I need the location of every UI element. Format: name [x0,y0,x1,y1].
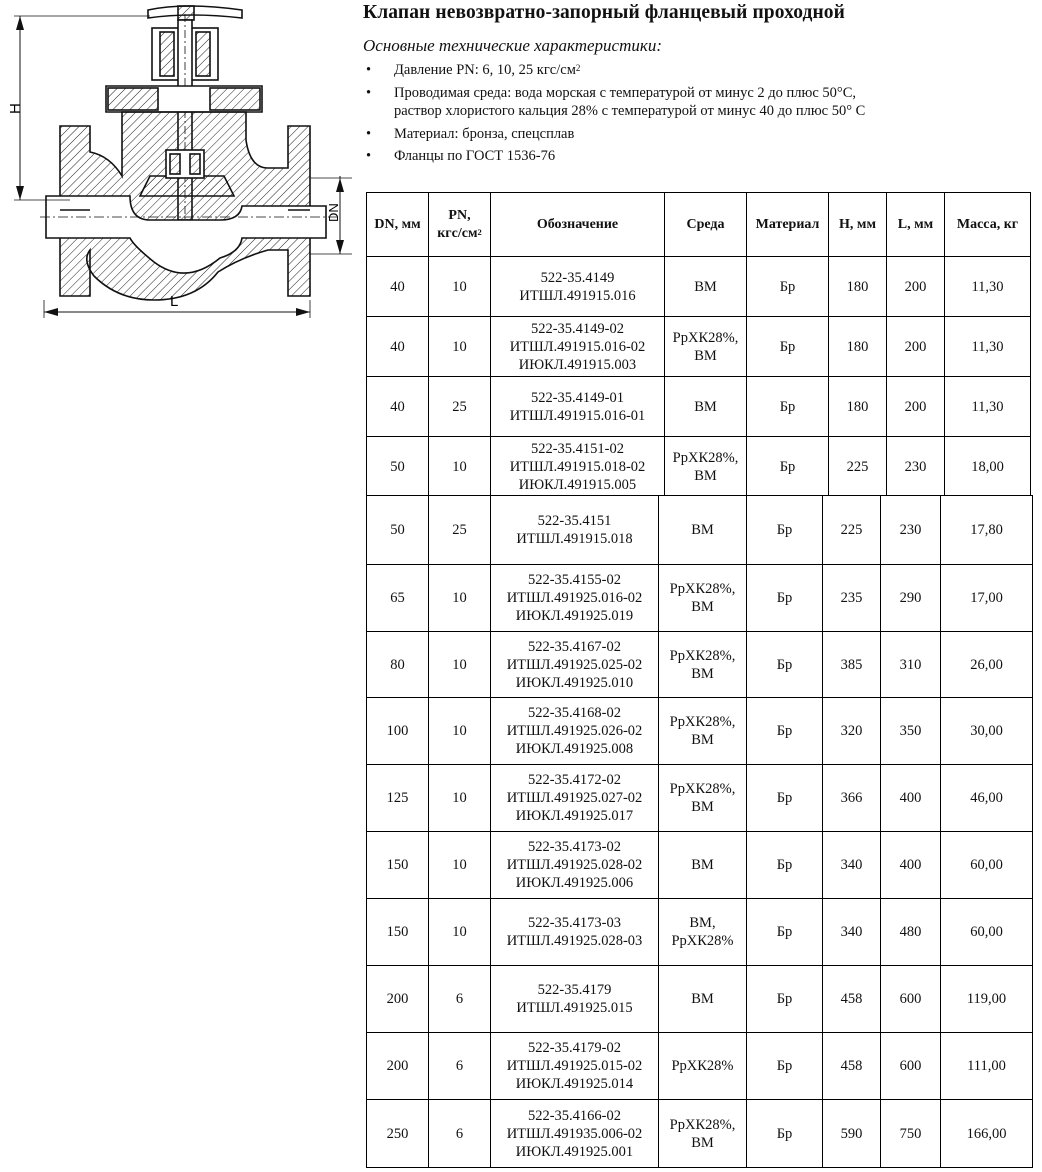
cell-medium [659,765,747,832]
cell-l: 350 [881,698,941,765]
cell-designation-line: 522-35.4151-02 [530,440,625,457]
spec-pressure-sup: 2 [575,63,581,73]
dimension-dn-label: DN [326,203,341,222]
spec-medium-line1: Проводимая среда: вода морская с температурой от минус 2 до плюс 50°С, [394,84,857,101]
cell-designation-line: ИЮКЛ.491925.006 [515,875,634,891]
table-row [367,1100,1033,1168]
cell-medium-line: ВМ [694,347,717,364]
cell-designation [491,317,665,377]
cell-pn: 6 [429,1033,491,1100]
cell-h: 225 [829,437,887,497]
spec-flanges: • Фланцы по ГОСТ 1536-76 [366,147,865,166]
table-row [367,565,1033,632]
cell-designation-line: ИТШЛ.491925.015 [516,1000,633,1016]
cell-dn: 150 [367,832,429,899]
cell-material: Бр [747,1033,823,1100]
cell-dn: 200 [367,1033,429,1100]
cell-h: 590 [823,1100,881,1168]
cell-designation [491,698,659,765]
header-mass: Масса, кг [945,193,1031,257]
cell-designation-line: ИТШЛ.491925.028-03 [506,933,643,949]
cell-designation [491,832,659,899]
specs-list [366,61,865,170]
cell-l: 600 [881,1033,941,1100]
cell-pn: 6 [429,966,491,1033]
cell-medium-line: РрХК28%, [672,329,739,346]
header-pn-line2: кгс/см [437,225,478,241]
cell-pn: 10 [429,632,491,698]
cell-medium-line: ВМ [691,599,714,615]
cell-designation-line: ИЮКЛ.491925.008 [515,741,634,757]
valve-drawing [7,0,355,325]
cell-material: Бр [747,437,829,497]
cell-medium-line: РрХК28%, [669,1116,736,1133]
cell-designation-line: ИТШЛ.491915.016-01 [509,407,646,424]
cell-h: 235 [823,565,881,632]
cell-medium [665,377,747,437]
cell-medium-line: ВМ [691,522,714,538]
cell-dn: 100 [367,698,429,765]
cell-dn: 250 [367,1100,429,1168]
cell-mass: 60,00 [941,899,1033,966]
cell-mass: 11,30 [945,317,1031,377]
cell-designation-line: 522-35.4167-02 [527,638,622,655]
spec-table-part-2 [366,495,1033,1168]
cell-pn: 10 [429,565,491,632]
spec-table-part-1 [366,192,1031,497]
cell-dn: 125 [367,765,429,832]
cell-dn: 40 [367,377,429,437]
cell-l: 400 [881,765,941,832]
header-pn [429,193,491,257]
cell-designation [491,257,665,317]
cell-designation-line: 522-35.4173-03 [527,915,622,931]
cell-medium-line: ВМ [691,732,714,748]
cell-l: 400 [881,832,941,899]
header-pn-line1: PN, [448,207,471,223]
cell-medium-line: РрХК28% [671,1058,734,1074]
table-header-row [367,193,1031,257]
cell-dn: 40 [367,317,429,377]
cell-material: Бр [747,632,823,698]
cell-l: 230 [881,496,941,565]
cell-pn: 10 [429,437,491,497]
cell-designation [491,496,659,565]
cell-mass: 60,00 [941,832,1033,899]
cell-designation [491,632,659,698]
cell-medium-line: РрХК28%, [669,647,736,664]
cell-pn: 6 [429,1100,491,1168]
cell-designation [491,765,659,832]
cell-designation [491,565,659,632]
cell-material: Бр [747,1100,823,1168]
cell-pn: 10 [429,257,491,317]
cell-mass: 11,30 [945,257,1031,317]
cell-material: Бр [747,257,829,317]
header-medium: Среда [665,193,747,257]
cell-designation-line: ИТШЛ.491925.028-02 [506,857,643,873]
spec-pressure [366,61,865,80]
cell-medium [659,832,747,899]
cell-designation-line: 522-35.4149 [540,269,615,286]
cell-medium-line: ВМ [694,467,717,484]
cell-h: 458 [823,966,881,1033]
spec-medium-line2: раствор хлористого кальция 28% с температурой от минус 40 до плюс 50° С [394,103,866,119]
cell-medium [659,496,747,565]
cell-medium-line: РрХК28%, [669,781,736,797]
cell-designation-line: 522-35.4179-02 [527,1040,622,1056]
cell-material: Бр [747,698,823,765]
cell-material: Бр [747,832,823,899]
cell-designation-line: 522-35.4149-02 [530,320,625,337]
cell-l: 750 [881,1100,941,1168]
cell-mass: 26,00 [941,632,1033,698]
cell-designation-line: ИТШЛ.491925.016-02 [506,590,643,606]
header-material: Материал [747,193,829,257]
cell-medium-line: РрХК28%, [669,581,736,597]
cell-h: 458 [823,1033,881,1100]
cell-medium-line: ВМ [691,991,714,1007]
cell-material: Бр [747,899,823,966]
cell-dn: 80 [367,632,429,698]
cell-designation-line: ИЮКЛ.491915.003 [518,356,637,373]
cell-mass: 18,00 [945,437,1031,497]
cell-dn: 50 [367,496,429,565]
cell-designation-line: 522-35.4151 [537,513,612,529]
cell-designation-line: ИТШЛ.491925.027-02 [506,790,643,806]
cell-l: 480 [881,899,941,966]
cell-designation-line: ИЮКЛ.491925.001 [515,1143,634,1160]
table-row [367,257,1031,317]
cell-designation [491,899,659,966]
dimension-l-label: L [170,293,179,310]
cell-medium-line: ВМ [691,665,714,682]
cell-designation [491,1033,659,1100]
cell-medium-line: ВМ [691,799,714,815]
cell-designation-line: 522-35.4149-01 [530,389,625,406]
cell-designation-line: 522-35.4173-02 [527,839,622,855]
cell-medium-line: ВМ, [689,915,716,931]
table-row [367,765,1033,832]
cell-designation-line: 522-35.4179 [537,982,612,998]
cell-pn: 10 [429,765,491,832]
cell-designation-line: ИЮКЛ.491915.005 [518,476,637,493]
cell-l: 230 [887,437,945,497]
table-row [367,377,1031,437]
cell-designation [491,1100,659,1168]
cell-medium [659,565,747,632]
cell-medium [659,966,747,1033]
cell-dn: 200 [367,966,429,1033]
cell-medium [659,698,747,765]
header-h: H, мм [829,193,887,257]
cell-designation [491,966,659,1033]
cell-material: Бр [747,966,823,1033]
cell-medium-line: РрХК28% [671,933,734,949]
cell-designation-line: ИЮКЛ.491925.014 [515,1076,634,1092]
dimension-h-label: H [7,103,24,114]
cell-mass: 11,30 [945,377,1031,437]
table-row [367,1033,1033,1100]
cell-l: 310 [881,632,941,698]
cell-h: 180 [829,317,887,377]
cell-l: 200 [887,257,945,317]
header-dn: DN, мм [367,193,429,257]
cell-h: 340 [823,832,881,899]
cell-dn: 50 [367,437,429,497]
header-pn-sup: 2 [477,226,482,237]
cell-pn: 25 [429,377,491,437]
cell-dn: 150 [367,899,429,966]
cell-mass: 17,00 [941,565,1033,632]
table-row [367,437,1031,497]
cell-mass: 166,00 [941,1100,1033,1168]
cell-medium-line: ВМ [694,278,717,295]
page-title: Клапан невозвратно-запорный фланцевый проходной [363,2,845,23]
cell-material: Бр [747,565,823,632]
cell-l: 600 [881,966,941,1033]
cell-designation-line: ИТШЛ.491915.016-02 [509,338,646,355]
spec-medium [366,84,865,121]
cell-pn: 10 [429,698,491,765]
table-row [367,632,1033,698]
cell-designation-line: ИТШЛ.491925.025-02 [506,656,643,673]
cell-designation-line: ИТШЛ.491915.018 [516,531,633,547]
cell-designation [491,437,665,497]
cell-h: 340 [823,899,881,966]
cell-medium [659,632,747,698]
table-row [367,966,1033,1033]
cell-medium-line: РрХК28%, [669,714,736,730]
cell-h: 225 [823,496,881,565]
cell-mass: 17,80 [941,496,1033,565]
cell-designation-line: ИЮКЛ.491925.010 [515,674,634,691]
header-l: L, мм [887,193,945,257]
cell-designation-line: 522-35.4155-02 [527,572,622,588]
cell-l: 200 [887,317,945,377]
cell-designation-line: ИТШЛ.491915.018-02 [509,458,646,475]
cell-pn: 10 [429,317,491,377]
cell-designation-line: ИЮКЛ.491925.017 [515,808,634,824]
cell-dn: 65 [367,565,429,632]
cell-h: 180 [829,377,887,437]
cell-medium [665,317,747,377]
cell-mass: 46,00 [941,765,1033,832]
cell-designation [491,377,665,437]
cell-l: 290 [881,565,941,632]
cell-medium-line: РрХК28%, [672,449,739,466]
spec-material: • Материал: бронза, спецсплав [366,125,865,144]
cell-material: Бр [747,317,829,377]
cell-mass: 30,00 [941,698,1033,765]
cell-h: 385 [823,632,881,698]
cell-medium-line: ВМ [691,1134,714,1151]
cell-designation-line: ИТШЛ.491935.006-02 [506,1125,643,1142]
specs-subtitle: Основные технические характеристики: [363,36,662,55]
cell-pn: 10 [429,832,491,899]
cell-h: 180 [829,257,887,317]
cell-medium-line: ВМ [691,857,714,873]
cell-h: 366 [823,765,881,832]
cell-l: 200 [887,377,945,437]
table-row [367,317,1031,377]
cell-material: Бр [747,765,823,832]
cell-dn: 40 [367,257,429,317]
cell-designation-line: 522-35.4172-02 [527,772,622,788]
cell-designation-line: 522-35.4168-02 [527,705,622,721]
table-row [367,899,1033,966]
cell-medium [659,1100,747,1168]
cell-material: Бр [747,377,829,437]
cell-medium [665,437,747,497]
cell-designation-line: ИТШЛ.491915.016 [519,287,636,304]
cell-pn: 25 [429,496,491,565]
cell-mass: 119,00 [941,966,1033,1033]
cell-designation-line: ИЮКЛ.491925.019 [515,608,634,624]
table-row [367,698,1033,765]
cell-material: Бр [747,496,823,565]
table-row [367,496,1033,565]
cell-designation-line: ИТШЛ.491925.026-02 [506,723,643,739]
spec-pressure-text: Давление PN: 6, 10, 25 кгс/см [394,62,576,78]
cell-mass: 111,00 [941,1033,1033,1100]
header-designation: Обозначение [491,193,665,257]
cell-designation-line: ИТШЛ.491925.015-02 [506,1058,643,1074]
cell-designation-line: 522-35.4166-02 [527,1107,622,1124]
cell-pn: 10 [429,899,491,966]
cell-medium [659,1033,747,1100]
cell-medium [659,899,747,966]
cell-h: 320 [823,698,881,765]
table-row [367,832,1033,899]
cell-medium [665,257,747,317]
cell-medium-line: ВМ [694,398,717,415]
